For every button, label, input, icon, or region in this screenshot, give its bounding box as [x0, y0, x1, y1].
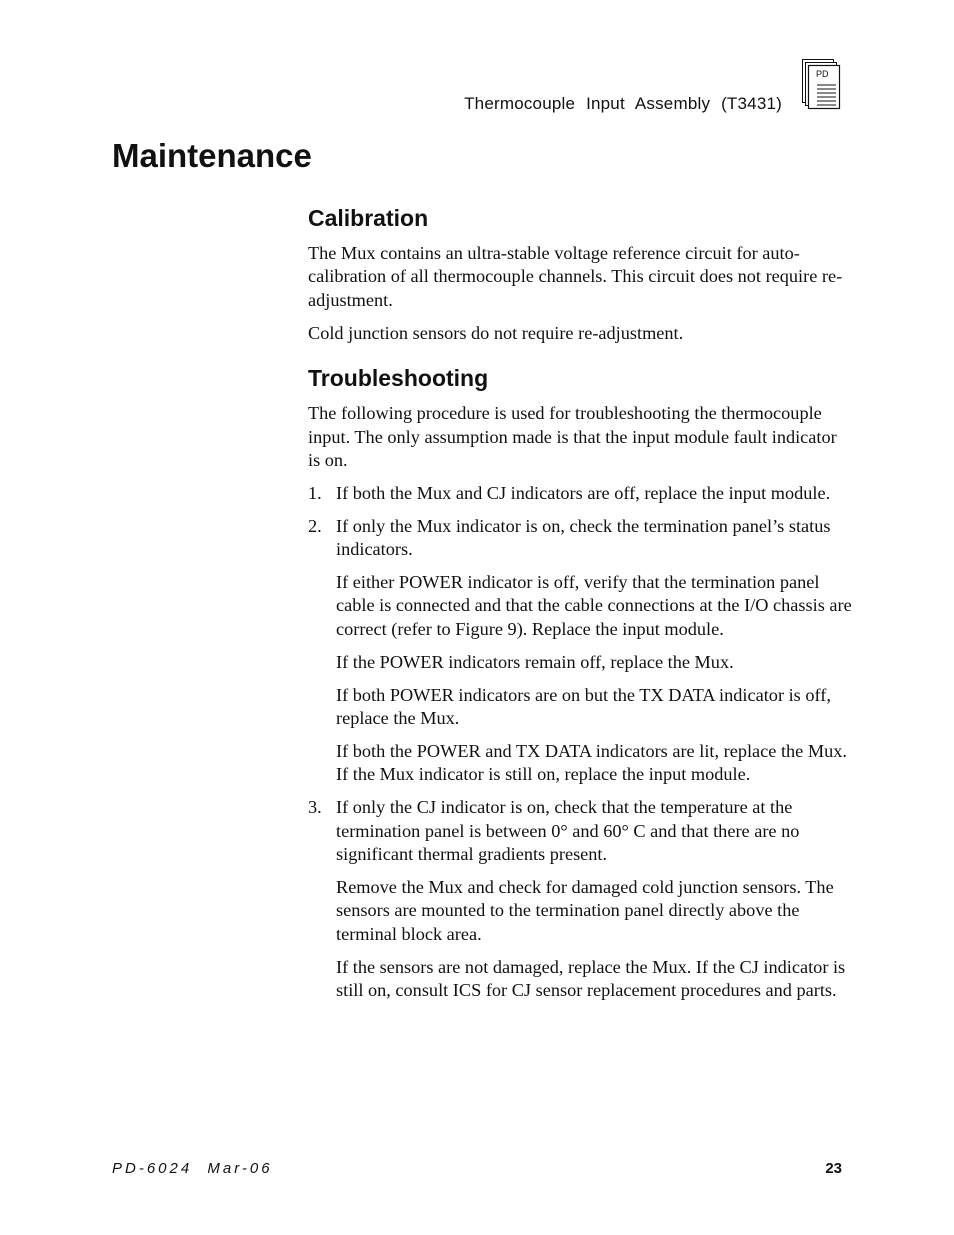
list-item — [308, 482, 853, 505]
list-item — [308, 796, 853, 1002]
step-detail: If the POWER indicators remain off, replace the Mux. — [336, 651, 734, 672]
footer-doc-id: PD-6024 Mar-06 — [112, 1160, 273, 1177]
main-content — [308, 203, 853, 1012]
page-title: Maintenance — [112, 137, 312, 174]
troubleshooting-intro: The following procedure is used for troubleshooting the thermocouple input. The only assumption made is that the input module fault indicator is on. — [308, 403, 837, 470]
troubleshooting-steps — [308, 482, 853, 1003]
footer-page-number: 23 — [825, 1160, 842, 1177]
step-text: If only the Mux indicator is on, check the termination panel’s status indicators. — [336, 515, 831, 560]
pd-document-icon — [802, 59, 842, 116]
calibration-paragraph: The Mux contains an ultra-stable voltage reference circuit for auto-calibration of all thermocouple channels. This circuit does not require re-adjustment. — [308, 243, 843, 310]
step-detail: If the sensors are not damaged, replace the Mux. If the CJ indicator is still on, consult ICS for CJ sensor replacement procedures and parts. — [336, 956, 846, 1001]
step-number: 2. — [308, 515, 322, 536]
step-detail: Remove the Mux and check for damaged cold junction sensors. The sensors are mounted to the termination panel directly above the terminal block area. — [336, 877, 834, 944]
step-number: 3. — [308, 797, 322, 818]
step-text: If both the Mux and CJ indicators are off, replace the input module. — [336, 482, 831, 503]
step-detail: If either POWER indicator is off, verify that the termination panel cable is connected and that the cable connections at the I/O chassis are correct (refer to Figure 9). Replace the input module. — [336, 572, 852, 639]
step-detail: If both POWER indicators are on but the TX DATA indicator is off, replace the Mux. — [336, 684, 831, 729]
step-text: If only the CJ indicator is on, check that the temperature at the termination panel is between 0° and 60° C and that there are no significant thermal gradients present. — [336, 797, 800, 865]
troubleshooting-heading: Troubleshooting — [308, 365, 489, 392]
calibration-heading: Calibration — [308, 205, 429, 231]
step-number: 1. — [308, 482, 322, 503]
step-detail: If both the POWER and TX DATA indicators are lit, replace the Mux. If the Mux indicator is still on, replace the input module. — [336, 741, 847, 785]
pd-icon-label: PD — [816, 69, 829, 79]
list-item — [308, 515, 853, 787]
running-header: Thermocouple Input Assembly (T3431) — [464, 94, 782, 113]
calibration-paragraph: Cold junction sensors do not require re-adjustment. — [308, 322, 684, 343]
